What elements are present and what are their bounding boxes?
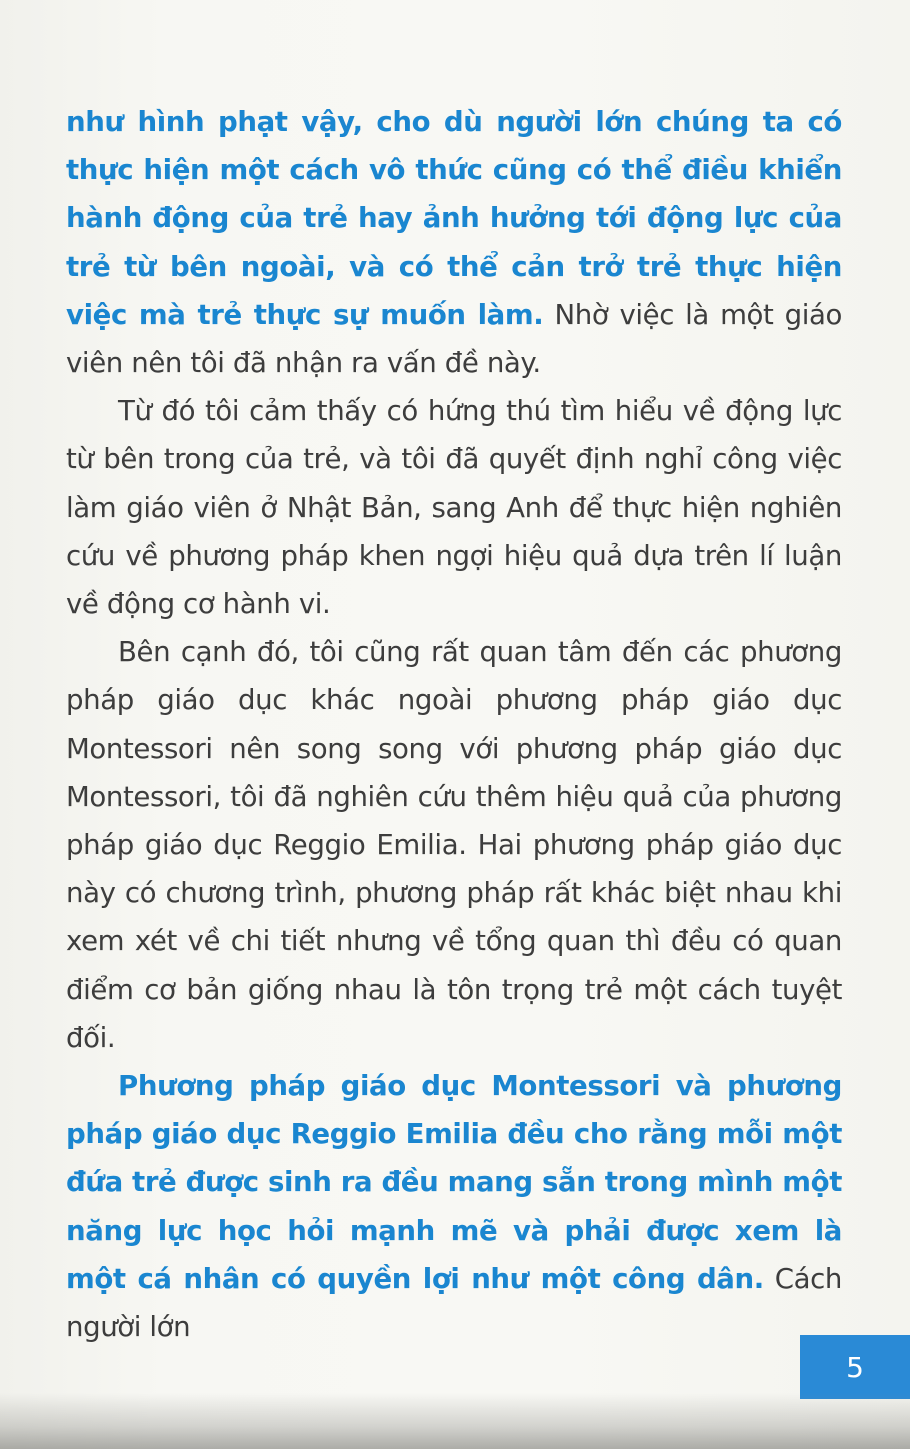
page-number: 5 <box>846 1350 864 1384</box>
page-body <box>66 98 842 1351</box>
body-text: Nhờ việc là một giáo viên nên tôi đã nhận ra vấn đề này. <box>66 297 842 380</box>
body-text: Từ đó tôi cảm thấy có hứng thú tìm hiểu về động lực từ bên trong của trẻ, và tôi đã quyết định nghỉ công việc làm giáo viên ở Nhật Bản, sang Anh để thực hiện nghiên cứu về phương pháp khen ngợi hiệu quả dựa trên lí luận về động cơ hành vi. <box>66 394 842 621</box>
paragraph-3 <box>66 628 842 1062</box>
paragraph-1 <box>66 98 842 387</box>
page-number-badge <box>800 1335 910 1399</box>
emphasis-text: Phương pháp giáo dục Montessori và phương pháp giáo dục Reggio Emilia đều cho rằng mỗi một đứa trẻ được sinh ra đều mang sẵn trong mình một năng lực học hỏi mạnh mẽ và phải được xem là một cá nhân có quyền lợi như một công dân. <box>66 1069 842 1295</box>
emphasis-text: như hình phạt vậy, cho dù người lớn chúng ta có thực hiện một cách vô thức cũng có thể điều khiển hành động của trẻ hay ảnh hưởng tới động lực của trẻ từ bên ngoài, và có thể cản trở trẻ thực hiện việc mà trẻ thực sự muốn làm. <box>66 105 842 331</box>
page-edge-shadow <box>0 1393 910 1449</box>
paragraph-2 <box>66 387 842 628</box>
paragraph-4 <box>66 1062 842 1351</box>
body-text: Bên cạnh đó, tôi cũng rất quan tâm đến các phương pháp giáo dục khác ngoài phương pháp giáo dục Montessori nên song song với phương pháp giáo dục Montessori, tôi đã nghiên cứu thêm hiệu quả của phương pháp giáo dục Reggio Emilia. Hai phương pháp giáo dục này có chương trình, phương pháp rất khác biệt nhau khi xem xét về chi tiết nhưng về tổng quan thì đều có quan điểm cơ bản giống nhau là tôn trọng trẻ một cách tuyệt đối. <box>66 635 842 1054</box>
body-text: Cách người lớn <box>66 1261 842 1344</box>
